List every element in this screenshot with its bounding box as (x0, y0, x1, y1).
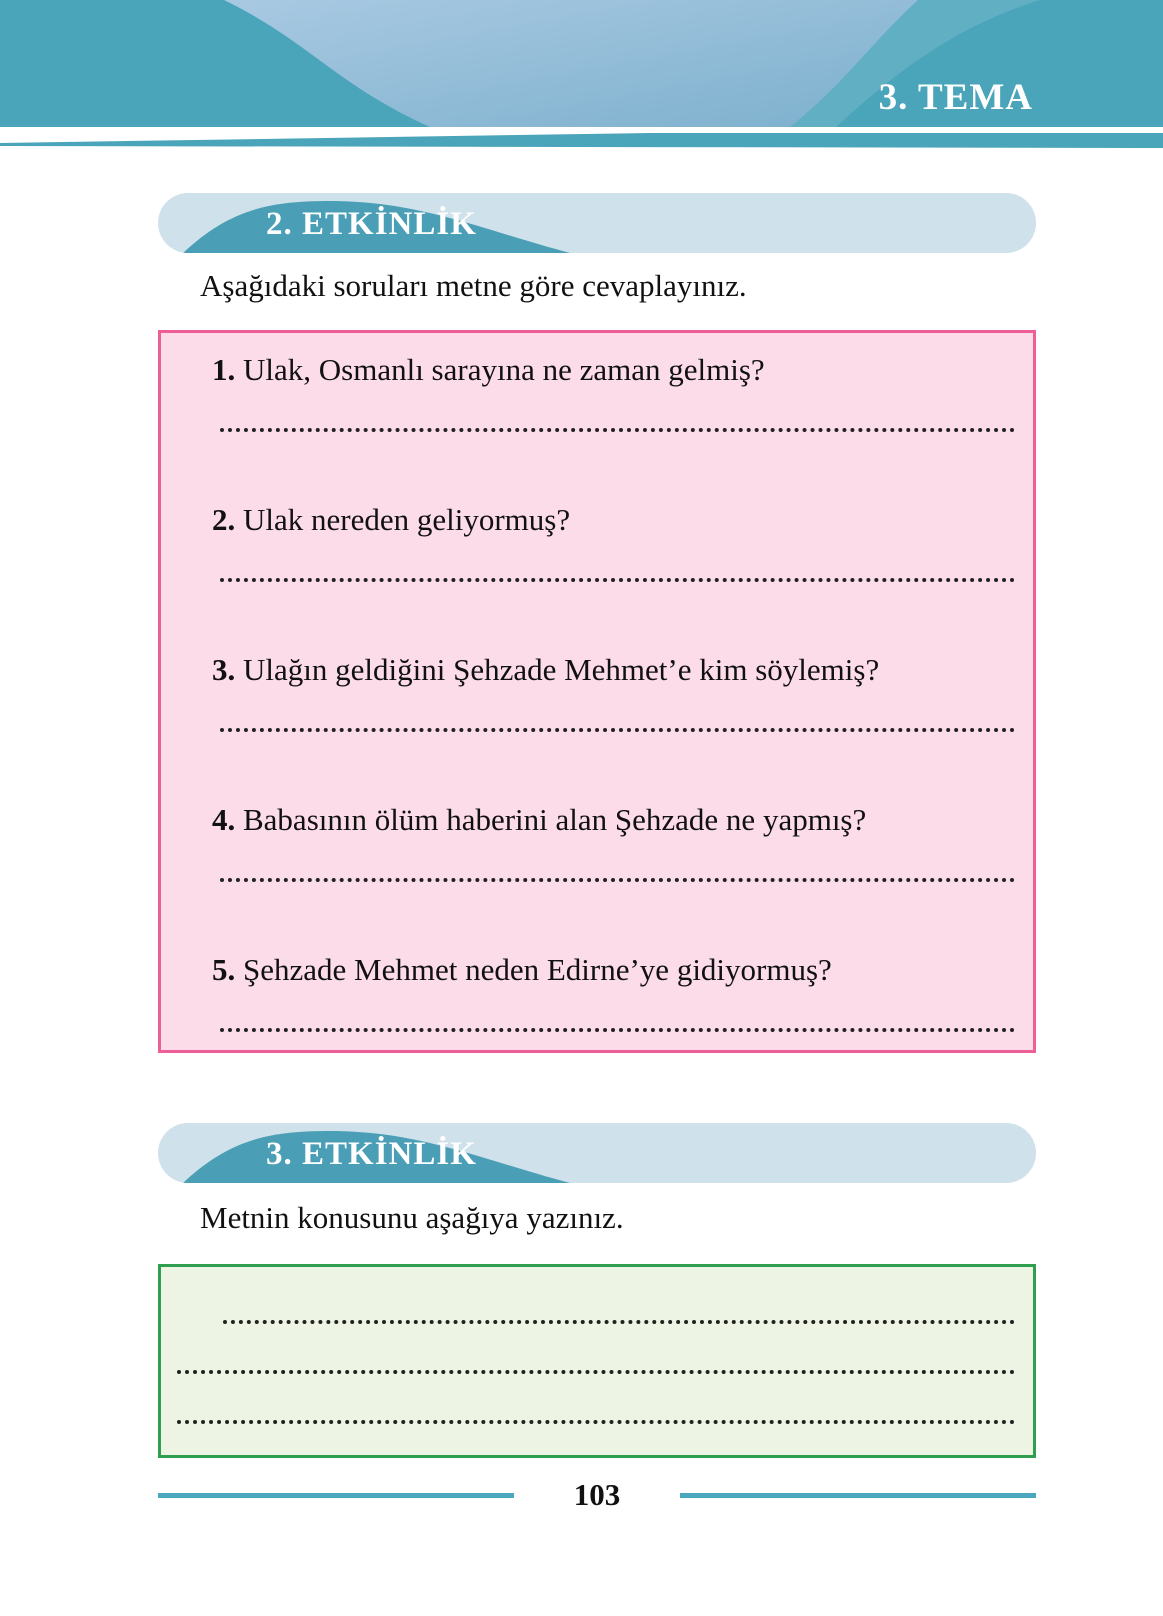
question-3-number: 3. (212, 652, 236, 687)
footer (158, 1477, 1036, 1513)
question-5 (212, 951, 1015, 1101)
question-1-number: 1. (212, 352, 236, 387)
question-4-number: 4. (212, 802, 236, 837)
footer-rule-right (680, 1493, 1036, 1498)
question-box (158, 330, 1036, 1053)
answer-line[interactable] (220, 1028, 1015, 1032)
answer-line[interactable] (177, 1420, 1015, 1424)
answer-line[interactable] (220, 728, 1015, 732)
question-1-text (212, 351, 1015, 389)
question-4 (212, 801, 1015, 951)
answer-line[interactable] (220, 878, 1015, 882)
question-1 (212, 351, 1015, 501)
question-4-label: Babasının ölüm haberini alan Şehzade ne yapmış? (243, 802, 867, 837)
activity3-banner-label: 3. ETKİNLİK (266, 1135, 477, 1172)
activity3-banner (158, 1123, 1036, 1183)
question-1-label: Ulak, Osmanlı sarayına ne zaman gelmiş? (243, 352, 765, 387)
question-3 (212, 651, 1015, 801)
answer-line[interactable] (223, 1320, 1015, 1324)
question-4-text (212, 801, 1015, 839)
topic-answer-box (158, 1264, 1036, 1458)
answer-line[interactable] (220, 578, 1015, 582)
question-5-number: 5. (212, 952, 236, 987)
activity3-instruction: Metnin konusunu aşağıya yazınız. (200, 1200, 624, 1235)
question-2-label: Ulak nereden geliyormuş? (243, 502, 571, 537)
activity2-banner (158, 193, 1036, 253)
answer-line[interactable] (220, 428, 1015, 432)
question-5-label: Şehzade Mehmet neden Edirne’ye gidiyormuş? (243, 952, 832, 987)
question-5-text (212, 951, 1015, 989)
question-2-number: 2. (212, 502, 236, 537)
theme-title: 3. TEMA (878, 77, 1033, 118)
question-3-text (212, 651, 1015, 689)
question-3-label: Ulağın geldiğini Şehzade Mehmet’e kim söylemiş? (243, 652, 880, 687)
page-number: 103 (573, 1477, 621, 1512)
footer-rule-left (158, 1493, 514, 1498)
question-2-text (212, 501, 1015, 539)
activity2-instruction: Aşağıdaki soruları metne göre cevaplayınız. (200, 268, 747, 303)
header-divider-stripe (0, 130, 1163, 152)
activity2-banner-label: 2. ETKİNLİK (266, 205, 477, 242)
question-2 (212, 501, 1015, 651)
answer-line[interactable] (177, 1370, 1015, 1374)
